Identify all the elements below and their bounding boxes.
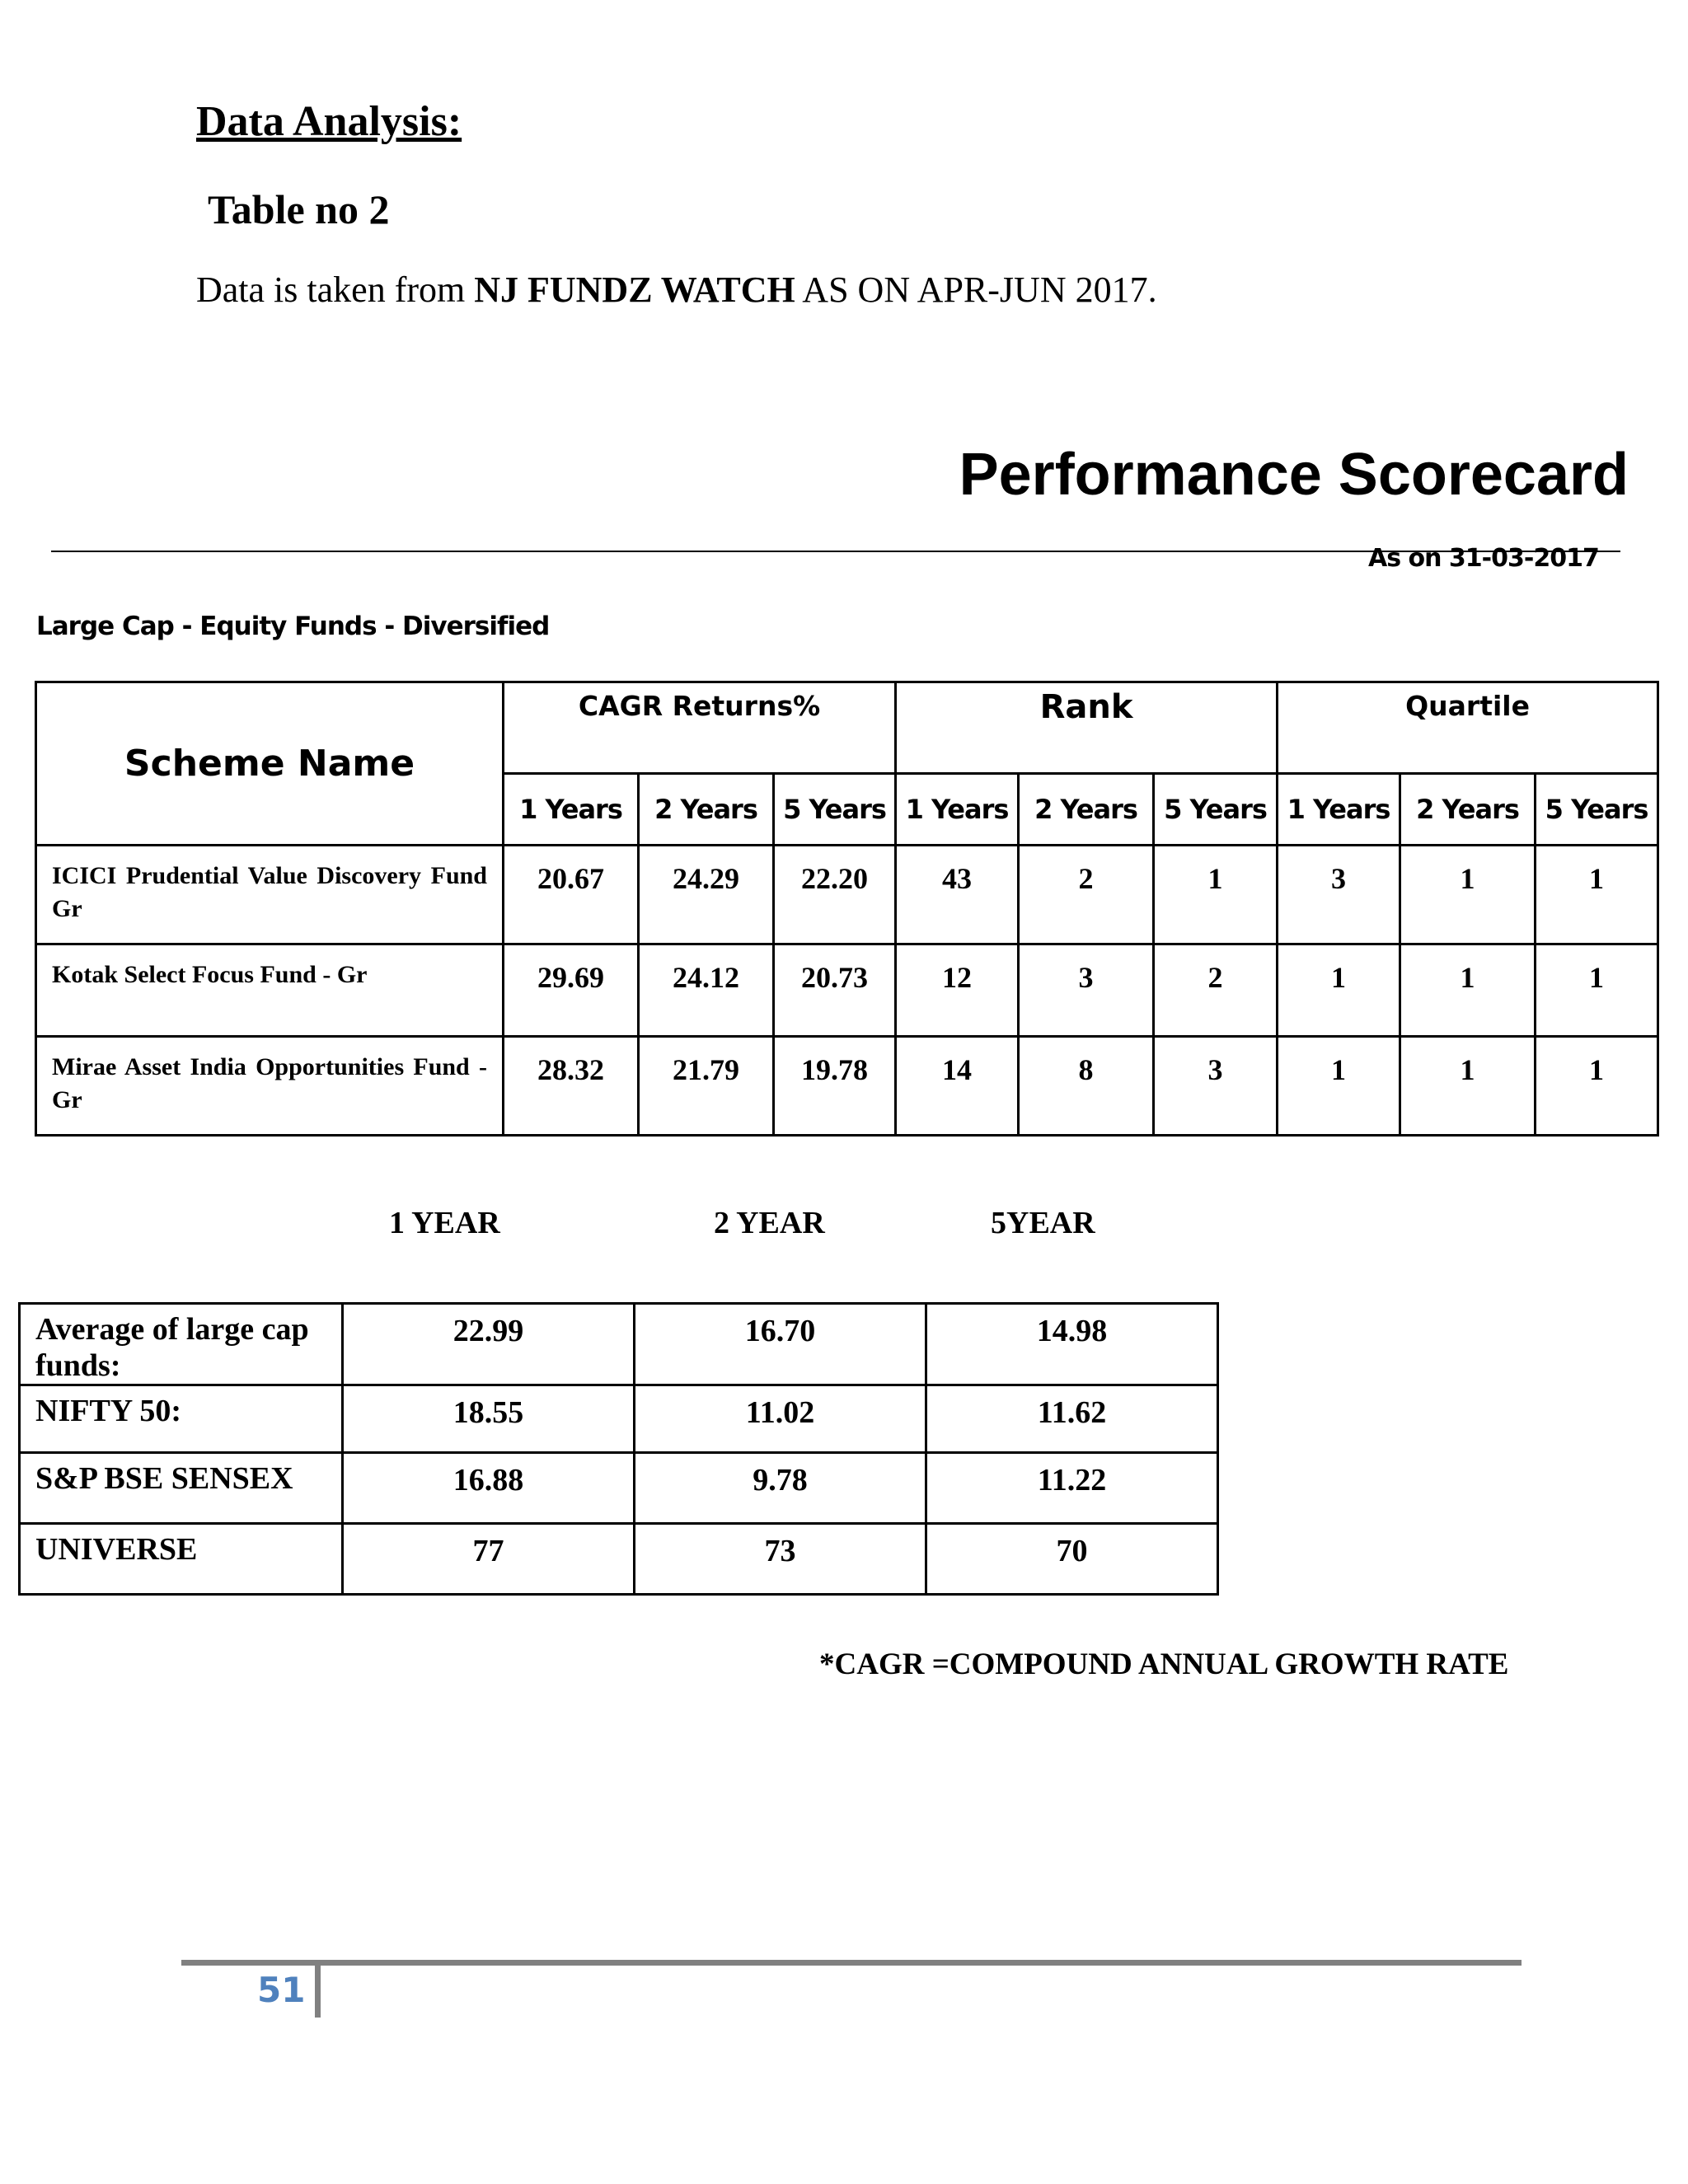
value-cell: 20.67 <box>504 846 639 944</box>
period-header: 1 Years <box>1278 774 1400 846</box>
period-header: 2 Years <box>1019 774 1154 846</box>
source-prefix: Data is taken from <box>196 269 475 310</box>
period-header: 5 Years <box>1536 774 1658 846</box>
value-cell: 1 <box>1400 846 1536 944</box>
value-cell: 24.29 <box>639 846 774 944</box>
page-number: 51 <box>257 1970 306 2010</box>
value-cell: 16.70 <box>635 1304 926 1385</box>
value-cell: 11.22 <box>926 1453 1218 1524</box>
value-cell: 1 <box>1278 1037 1400 1136</box>
scheme-name-header: Scheme Name <box>36 682 504 846</box>
fund-category: Large Cap - Equity Funds - Diversified <box>36 612 550 641</box>
value-cell: 3 <box>1154 1037 1278 1136</box>
table-label: Table no 2 <box>208 186 390 232</box>
value-cell: 1 <box>1400 1037 1536 1136</box>
period-header: 1 Years <box>504 774 639 846</box>
period-header: 2 Years <box>1400 774 1536 846</box>
value-cell: 73 <box>635 1524 926 1595</box>
value-cell: 8 <box>1019 1037 1154 1136</box>
value-cell: 1 <box>1536 944 1658 1037</box>
value-cell: 16.88 <box>343 1453 635 1524</box>
value-cell: 43 <box>896 846 1019 944</box>
value-cell: 77 <box>343 1524 635 1595</box>
cagr-footnote: *CAGR =COMPOUND ANNUAL GROWTH RATE <box>819 1647 1509 1681</box>
value-cell: 21.79 <box>639 1037 774 1136</box>
period-header: 5 Years <box>774 774 896 846</box>
value-cell: 11.62 <box>926 1385 1218 1453</box>
row-label: NIFTY 50: <box>20 1385 343 1453</box>
value-cell: 19.78 <box>774 1037 896 1136</box>
source-emphasis: NJ FUNDZ WATCH <box>474 269 795 310</box>
value-cell: 12 <box>896 944 1019 1037</box>
value-cell: 14.98 <box>926 1304 1218 1385</box>
as-on-date: As on 31-03-2017 <box>1368 544 1599 573</box>
value-cell: 28.32 <box>504 1037 639 1136</box>
scorecard-title: Performance Scorecard <box>959 442 1629 508</box>
scheme-name-cell: Kotak Select Focus Fund - Gr <box>36 944 504 1037</box>
value-cell: 1 <box>1536 846 1658 944</box>
footer-rule <box>181 1960 1522 1966</box>
table-row <box>36 846 1658 944</box>
rank-group-header: Rank <box>896 682 1278 774</box>
value-cell: 3 <box>1019 944 1154 1037</box>
row-label: UNIVERSE <box>20 1524 343 1595</box>
period-header: 1 Years <box>896 774 1019 846</box>
quartile-group-header: Quartile <box>1278 682 1658 774</box>
benchmark-averages-table <box>18 1302 1219 1596</box>
year-header-2: 2 YEAR <box>714 1206 825 1240</box>
value-cell: 24.12 <box>639 944 774 1037</box>
period-header: 2 Years <box>639 774 774 846</box>
performance-scorecard-table <box>35 681 1659 1137</box>
row-label: Average of large cap funds: <box>20 1304 343 1385</box>
row-label: S&P BSE SENSEX <box>20 1453 343 1524</box>
group-header-row <box>36 682 1658 774</box>
value-cell: 1 <box>1154 846 1278 944</box>
value-cell: 1 <box>1400 944 1536 1037</box>
value-cell: 2 <box>1019 846 1154 944</box>
value-cell: 11.02 <box>635 1385 926 1453</box>
source-line <box>196 269 1157 311</box>
value-cell: 22.20 <box>774 846 896 944</box>
value-cell: 2 <box>1154 944 1278 1037</box>
table-row <box>20 1524 1218 1595</box>
value-cell: 20.73 <box>774 944 896 1037</box>
section-heading: Data Analysis: <box>196 98 462 145</box>
cagr-group-header: CAGR Returns% <box>504 682 896 774</box>
table-row <box>20 1385 1218 1453</box>
value-cell: 9.78 <box>635 1453 926 1524</box>
table-row <box>36 944 1658 1037</box>
footer-divider <box>315 1960 321 2018</box>
value-cell: 14 <box>896 1037 1019 1136</box>
scheme-name-cell: Mirae Asset India Opportunities Fund - Gr <box>36 1037 504 1136</box>
year-header-5: 5YEAR <box>991 1206 1095 1240</box>
value-cell: 70 <box>926 1524 1218 1595</box>
scheme-name-cell: ICICI Prudential Value Discovery Fund Gr <box>36 846 504 944</box>
table-row <box>20 1453 1218 1524</box>
table-row <box>20 1304 1218 1385</box>
value-cell: 1 <box>1536 1037 1658 1136</box>
period-header: 5 Years <box>1154 774 1278 846</box>
year-header-1: 1 YEAR <box>389 1206 500 1240</box>
value-cell: 18.55 <box>343 1385 635 1453</box>
value-cell: 22.99 <box>343 1304 635 1385</box>
table-row <box>36 1037 1658 1136</box>
source-suffix: AS ON APR-JUN 2017. <box>795 269 1157 310</box>
value-cell: 1 <box>1278 944 1400 1037</box>
value-cell: 29.69 <box>504 944 639 1037</box>
value-cell: 3 <box>1278 846 1400 944</box>
